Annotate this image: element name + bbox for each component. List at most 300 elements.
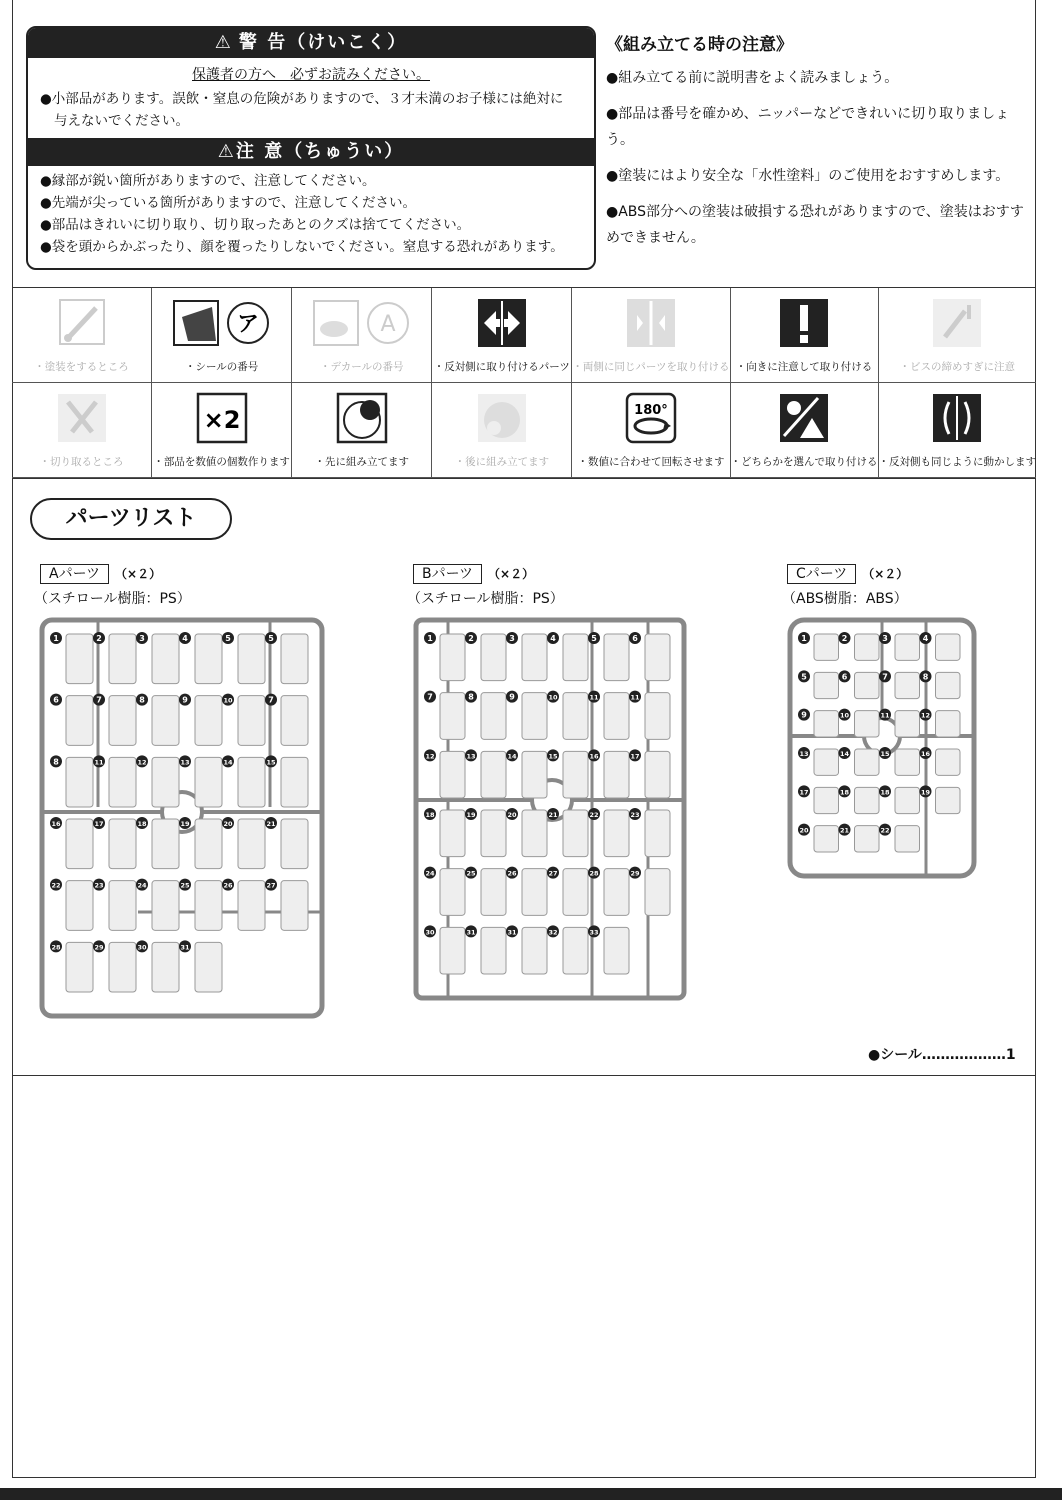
parts-list-title: パーツリスト [30, 498, 232, 540]
part-number-badge [222, 755, 234, 767]
runner-part [936, 634, 961, 660]
symbol-cell [292, 383, 432, 478]
symbol-label: ・ビスの締めすぎに注意 [899, 361, 1015, 373]
part-number-badge [93, 632, 105, 644]
part-number-badge [839, 824, 851, 836]
runner-a-diagram [38, 612, 326, 1022]
symbol-label: ・デカールの番号 [319, 361, 404, 373]
runner-part [563, 693, 588, 740]
symbol-cell [152, 383, 292, 478]
part-number: 5 [801, 672, 807, 682]
part-number-badge [179, 817, 191, 829]
part-number-badge [136, 632, 148, 644]
runner-part [481, 810, 506, 857]
runner-part [895, 634, 920, 660]
part-number-badge [629, 632, 641, 644]
part-number-badge [798, 824, 810, 836]
part-number: 6 [632, 634, 638, 643]
divider [12, 478, 1036, 479]
part-number: 18 [839, 788, 850, 797]
part-number: 31 [507, 928, 517, 937]
part-number: 5 [591, 634, 597, 643]
caution-line: ●袋を頭からかぶったり、顔を覆ったりしないでください。窒息する恐れがあります。 [40, 239, 564, 255]
paintbrush-icon [32, 298, 132, 348]
part-number: 15 [880, 750, 890, 758]
runner-part [281, 696, 308, 746]
part-number: 2 [96, 634, 102, 643]
times-two-icon [172, 393, 272, 443]
part-number: 8 [468, 692, 474, 702]
part-number-badge [839, 747, 851, 759]
runner-part [604, 810, 629, 857]
runner-part [563, 810, 588, 857]
runner-part [238, 819, 265, 869]
runner-part [109, 881, 136, 931]
runner-part [66, 757, 93, 807]
part-number: 14 [507, 752, 517, 761]
part-number: 16 [920, 750, 931, 758]
runner-part [814, 749, 839, 775]
part-number-badge [424, 808, 436, 820]
part-number: 19 [920, 788, 931, 797]
symbol-cell [152, 288, 292, 383]
runner-part [855, 634, 880, 660]
part-number: 29 [94, 943, 104, 952]
runner-part [855, 787, 880, 813]
choose-one-icon [754, 393, 854, 443]
part-c-count: （×２） [862, 567, 909, 581]
part-number-badge [547, 925, 559, 937]
runner-part [195, 634, 222, 684]
part-number: 8 [53, 757, 59, 767]
runner-part [604, 927, 629, 974]
sticker-icon [172, 298, 272, 348]
symbol-label: ・後に組み立てます [454, 456, 550, 468]
part-number: 17 [630, 752, 640, 761]
part-number-badge [179, 879, 191, 891]
warning-header [28, 28, 594, 58]
part-number-badge [465, 867, 477, 879]
part-number: 4 [182, 634, 188, 643]
part-number: 3 [509, 634, 515, 643]
runner-part [481, 751, 506, 798]
part-number: 13 [799, 750, 809, 758]
assemble-first-icon [312, 393, 412, 443]
part-number-badge [93, 879, 105, 891]
part-c-name: Cパーツ [787, 564, 856, 584]
part-number: 15 [266, 758, 276, 767]
seal-count: ●シール………………1 [868, 1047, 1016, 1063]
part-number: 1 [53, 634, 59, 643]
caution-line: ●縁部が鋭い箇所がありますので、注意してください。 [40, 173, 376, 189]
part-number: 28 [589, 869, 599, 878]
part-number-badge [265, 632, 277, 644]
times-two-text: ×2 [203, 406, 241, 434]
runner-part [604, 869, 629, 916]
runner-part [238, 881, 265, 931]
assembly-notes [606, 30, 1032, 261]
part-number: 21 [266, 820, 276, 828]
part-number: 13 [466, 752, 476, 761]
part-number-badge [50, 817, 62, 829]
runner-part [66, 881, 93, 931]
warning-line: 与えないでください。 [54, 113, 189, 129]
part-number-badge [424, 632, 436, 644]
part-number: 11 [880, 711, 890, 720]
symbol-label: ・塗装をするところ [34, 361, 129, 373]
part-number: 4 [550, 634, 556, 643]
part-number: 21 [548, 811, 558, 819]
warning-triangle-icon: ⚠ [214, 32, 233, 53]
symbol-label: ・どちらかを選んで取り付ける [730, 456, 878, 468]
part-number: 5 [268, 634, 274, 643]
symbol-cell [432, 383, 572, 478]
part-number: 32 [548, 928, 558, 937]
assemble-later-icon [452, 393, 552, 443]
part-number: 3 [139, 634, 145, 643]
part-number: 30 [137, 943, 147, 952]
symbol-label: ・部品を数値の個数作ります [153, 456, 290, 468]
part-number: 9 [182, 695, 188, 705]
assembly-note: ●組み立てる前に説明書をよく読みましょう。 [606, 70, 899, 86]
part-number: 1 [801, 634, 807, 643]
part-number: 2 [841, 634, 848, 643]
runner-part [440, 634, 465, 681]
part-number-badge [588, 867, 600, 879]
both-sides-icon [601, 298, 701, 348]
assembly-notes-title: 《組み立てる時の注意》 [606, 35, 793, 55]
warning-subtitle: 保護者の方へ 必ずお読みください。 [192, 67, 430, 83]
part-number-badge [222, 879, 234, 891]
runner-part [109, 819, 136, 869]
part-number: 1 [427, 634, 433, 643]
exclamation-icon [754, 298, 854, 348]
divider [12, 1075, 1036, 1076]
part-number-badge [588, 808, 600, 820]
move-both-icon [907, 393, 1007, 443]
part-number: 33 [589, 928, 599, 937]
part-number-badge [424, 867, 436, 879]
part-number-badge [50, 940, 62, 952]
runner-part [152, 634, 179, 684]
part-number: 8 [922, 672, 929, 682]
runner-part [152, 942, 179, 992]
symbol-cell [292, 288, 432, 383]
symbol-cell [731, 288, 879, 383]
symbol-cell [12, 383, 152, 478]
symbol-label: ・両側に同じパーツを取り付ける [572, 361, 730, 373]
part-number: 11 [589, 693, 599, 702]
part-number-badge [136, 755, 148, 767]
sticker-letter: ア [236, 312, 259, 337]
part-number-badge [424, 925, 436, 937]
part-number-badge [179, 694, 191, 706]
runner-part [281, 634, 308, 684]
part-number-badge [629, 867, 641, 879]
part-number: 22 [880, 826, 890, 835]
part-number: 8 [139, 695, 145, 705]
part-number: 31 [466, 928, 476, 937]
runner-part [440, 927, 465, 974]
part-number-badge [50, 694, 62, 706]
runner-part [195, 942, 222, 992]
warning-line: ●小部品があります。誤飲・窒息の危険がありますので、３才未満のお子様には絶対に [40, 91, 564, 107]
part-number: 23 [94, 881, 104, 890]
part-number: 9 [801, 710, 807, 720]
part-number: 16 [51, 820, 61, 828]
part-number-badge [879, 785, 891, 797]
part-number-badge [839, 709, 851, 721]
runner-part [522, 751, 547, 798]
part-number-badge [93, 694, 105, 706]
runner-part [895, 672, 920, 698]
part-number-badge [920, 785, 932, 797]
part-number: 25 [466, 869, 476, 878]
part-number: 26 [507, 869, 517, 878]
runner-part [604, 751, 629, 798]
symbol-cell [572, 383, 730, 478]
runner-part [109, 634, 136, 684]
decal-letter: A [380, 312, 396, 337]
runner-part [645, 810, 670, 857]
runner-part [563, 634, 588, 681]
part-number: 18 [425, 811, 435, 819]
part-number-badge [798, 632, 810, 644]
part-number-badge [920, 632, 932, 644]
part-number: 20 [799, 826, 809, 835]
runner-part [936, 749, 961, 775]
symbol-label: ・反対側に取り付けるパーツ [433, 361, 570, 373]
part-number-badge [879, 709, 891, 721]
part-number-badge [629, 808, 641, 820]
part-a-name: Aパーツ [40, 564, 109, 584]
runner-part [855, 711, 880, 737]
symbol-cell [879, 383, 1037, 478]
rotate-180-icon [601, 393, 701, 443]
part-number-badge [93, 817, 105, 829]
runner-part [936, 787, 961, 813]
assembly-note: ●塗装にはより安全な「水性塗料」のご使用をおすすめします。 [606, 168, 1010, 184]
part-number-badge [547, 749, 559, 761]
runner-part [440, 810, 465, 857]
part-number-badge [588, 691, 600, 703]
symbol-label: ・反対側も同じように動かします [878, 456, 1036, 468]
part-number-badge [547, 808, 559, 820]
part-number: 30 [425, 928, 435, 937]
runner-part [814, 634, 839, 660]
caution-title: 注 意（ちゅうい） [235, 141, 405, 162]
part-number: 24 [137, 881, 147, 890]
part-number: 6 [53, 695, 59, 705]
runner-part [604, 693, 629, 740]
runner-part [440, 869, 465, 916]
part-number-badge [265, 879, 277, 891]
runner-part [936, 711, 961, 737]
part-number-badge [136, 817, 148, 829]
part-number-badge [465, 808, 477, 820]
runner-part [604, 634, 629, 681]
part-number-badge [879, 824, 891, 836]
part-number-badge [136, 879, 148, 891]
runner-part [522, 927, 547, 974]
symbol-cell [731, 383, 879, 478]
part-number-badge [629, 691, 641, 703]
part-number: 13 [180, 758, 190, 767]
part-number-badge [179, 940, 191, 952]
runner-part [238, 634, 265, 684]
runner-part [440, 693, 465, 740]
part-number-badge [93, 755, 105, 767]
caution-triangle-icon: ⚠ [217, 141, 236, 162]
runner-part [152, 819, 179, 869]
runner-part [238, 696, 265, 746]
symbol-cell [572, 288, 730, 383]
runner-part [936, 672, 961, 698]
runner-part [109, 696, 136, 746]
part-number: 10 [839, 711, 850, 720]
caution-line: ●先端が尖っている箇所がありますので、注意してください。 [40, 195, 417, 211]
part-number-badge [222, 632, 234, 644]
runner-part [814, 672, 839, 698]
part-number-badge [465, 749, 477, 761]
part-number: 27 [266, 881, 276, 890]
part-number: 15 [548, 752, 558, 761]
part-number: 23 [630, 811, 640, 819]
part-number: 2 [468, 634, 474, 643]
part-c-label [787, 564, 908, 584]
part-number-badge [879, 632, 891, 644]
runner-part [645, 751, 670, 798]
runner-part [522, 810, 547, 857]
runner-part [66, 942, 93, 992]
part-number-badge [465, 632, 477, 644]
part-number-badge [839, 632, 851, 644]
part-number-badge [93, 940, 105, 952]
part-number-badge [798, 709, 810, 721]
part-number: 28 [51, 943, 61, 952]
part-number: 22 [589, 811, 599, 819]
runner-part [645, 634, 670, 681]
part-number: 17 [94, 820, 104, 828]
part-number-badge [588, 925, 600, 937]
part-number-badge [136, 940, 148, 952]
part-number: 7 [882, 672, 888, 682]
part-number: 3 [882, 634, 888, 643]
part-number: 7 [96, 695, 102, 705]
symbol-cell [432, 288, 572, 383]
runner-part [814, 826, 839, 852]
part-number-badge [839, 670, 851, 682]
runner-part [66, 634, 93, 684]
part-number-badge [506, 867, 518, 879]
part-number: 12 [425, 752, 435, 761]
part-number: 16 [589, 752, 599, 761]
screw-icon [907, 298, 1007, 348]
assembly-note: ●ABS部分への塗装は破損する恐れがありますので、塗装はおすすめできません。 [606, 204, 1024, 246]
runner-part [895, 749, 920, 775]
symbol-cell [12, 288, 152, 383]
part-b-label [413, 564, 534, 584]
runner-part [895, 787, 920, 813]
rotate-text: 180° [634, 403, 668, 418]
part-c-material: （ABS樹脂：ABS） [782, 591, 908, 607]
part-number-badge [265, 694, 277, 706]
part-number-badge [424, 749, 436, 761]
part-number-badge [506, 925, 518, 937]
part-number: 9 [509, 692, 515, 702]
runner-part [109, 757, 136, 807]
part-number-badge [50, 755, 62, 767]
runner-part [152, 881, 179, 931]
part-number-badge [920, 709, 932, 721]
part-number-badge [50, 632, 62, 644]
part-number-badge [506, 632, 518, 644]
runner-part [855, 826, 880, 852]
part-number: 24 [425, 869, 435, 878]
part-number: 7 [268, 695, 274, 705]
runner-part [481, 927, 506, 974]
part-number-badge [879, 747, 891, 759]
symbol-label: ・先に組み立てます [314, 456, 409, 468]
part-number-badge [506, 691, 518, 703]
runner-part [895, 826, 920, 852]
runner-part [522, 634, 547, 681]
part-number: 26 [223, 881, 233, 890]
part-number-badge [547, 632, 559, 644]
runner-part [195, 757, 222, 807]
runner-part [522, 693, 547, 740]
caution-header [28, 138, 594, 166]
part-number: 18 [880, 788, 890, 797]
opposite-side-icon [452, 298, 552, 348]
runner-part [109, 942, 136, 992]
part-b-material: （スチロール樹脂：PS） [407, 591, 564, 607]
part-number-badge [465, 925, 477, 937]
part-number: 12 [920, 711, 931, 720]
part-number: 7 [427, 692, 433, 702]
symbol-cell [879, 288, 1037, 383]
part-number: 25 [180, 881, 190, 890]
runner-part [281, 819, 308, 869]
part-number: 10 [548, 693, 558, 702]
part-number-badge [136, 694, 148, 706]
part-number-badge [588, 749, 600, 761]
part-a-material: （スチロール樹脂：PS） [34, 591, 191, 607]
runner-part [440, 751, 465, 798]
part-number: 20 [223, 820, 233, 828]
part-number-badge [465, 691, 477, 703]
part-b-name: Bパーツ [413, 564, 482, 584]
assembly-note: ●部品は番号を確かめ、ニッパーなどできれいに切り取りましょう。 [606, 106, 1010, 148]
warning-box [26, 26, 596, 270]
runner-part [238, 757, 265, 807]
part-number: 20 [507, 811, 517, 819]
runner-part [281, 881, 308, 931]
part-number-badge [629, 749, 641, 761]
part-number-badge [265, 817, 277, 829]
runner-part [481, 634, 506, 681]
part-a-count: （×２） [115, 567, 162, 581]
symbol-label: ・数値に合わせて回転させます [577, 456, 725, 468]
part-number-badge [798, 785, 810, 797]
part-number: 10 [223, 696, 233, 705]
part-number-badge [839, 785, 851, 797]
part-number-badge [506, 749, 518, 761]
runner-part [855, 672, 880, 698]
part-number: 14 [839, 750, 850, 758]
runner-part [645, 693, 670, 740]
runner-part [195, 881, 222, 931]
